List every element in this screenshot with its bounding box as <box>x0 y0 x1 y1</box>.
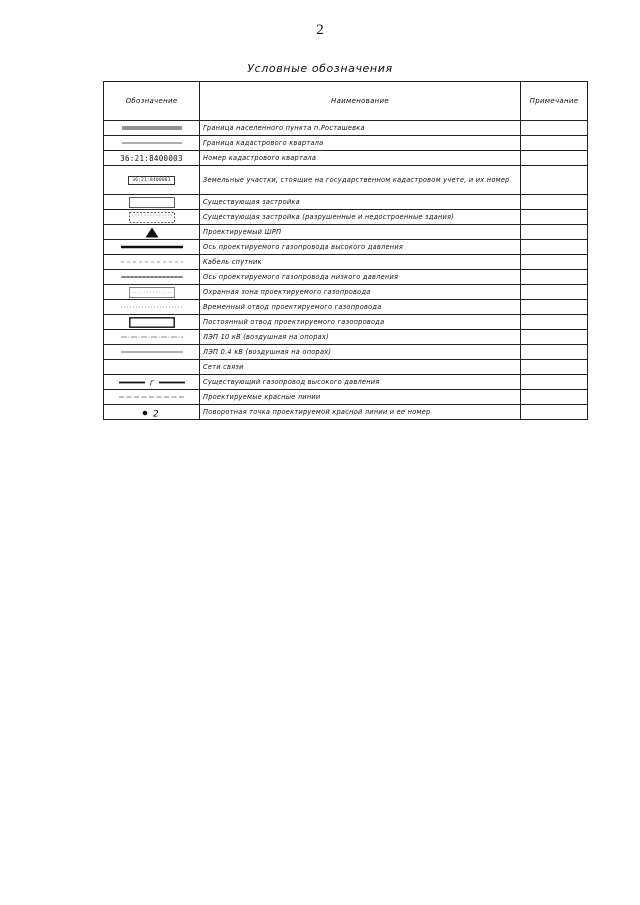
legend-item-note <box>521 255 588 270</box>
legend-item-note <box>521 270 588 285</box>
red-lines-symbol <box>104 390 200 405</box>
legend-row <box>104 375 588 390</box>
legend-row <box>104 285 588 300</box>
gas-point-symbol <box>104 225 200 240</box>
low-pressure-pipe-symbol <box>104 270 200 285</box>
legend-item-name: Земельные участки, стоящие на государственном кадастровом учете, и их номер <box>200 166 521 195</box>
legend-item-name: Временный отвод проектируемого газопровода <box>200 300 521 315</box>
header-symbol: Обозначение <box>104 82 200 121</box>
legend-row <box>104 330 588 345</box>
legend-item-note <box>521 405 588 420</box>
header-row <box>104 82 588 121</box>
triangle-icon <box>145 227 159 238</box>
legend-row <box>104 255 588 270</box>
header-note: Примечание <box>521 82 588 121</box>
legend-item-name: Проектируемые красные линии <box>200 390 521 405</box>
ruined-building-symbol <box>104 210 200 225</box>
legend-item-note <box>521 240 588 255</box>
legend-row <box>104 315 588 330</box>
legend-row <box>104 405 588 420</box>
legend-item-name: Граница населенного пункта п.Росташевка <box>200 121 521 136</box>
legend-title: Условные обозначения <box>247 62 393 75</box>
legend-row <box>104 151 588 166</box>
legend-item-name: Существующая застройка (разрушенные и недостроенные здания) <box>200 210 521 225</box>
comm-network-symbol <box>104 360 200 375</box>
dot-icon <box>142 410 147 415</box>
legend-item-note <box>521 151 588 166</box>
legend-row <box>104 166 588 195</box>
existing-building-symbol <box>104 195 200 210</box>
legend-item-note <box>521 166 588 195</box>
legend-row <box>104 240 588 255</box>
legend-row <box>104 195 588 210</box>
high-pressure-pipe-symbol <box>104 240 200 255</box>
legend-item-note <box>521 225 588 240</box>
legend-item-name: Существующий газопровод высокого давления <box>200 375 521 390</box>
pipe-label: Г <box>149 379 154 387</box>
legend-item-name: ЛЭП 0.4 кВ (воздушная на опорах) <box>200 345 521 360</box>
legend-item-name: Номер кадастрового квартала <box>200 151 521 166</box>
legend-item-note <box>521 300 588 315</box>
legend-row <box>104 360 588 375</box>
legend-item-name: Кабель спутник <box>200 255 521 270</box>
legend-item-name: Сети связи <box>200 360 521 375</box>
legend-row <box>104 225 588 240</box>
power-line-10kv-symbol <box>104 330 200 345</box>
legend-item-note <box>521 330 588 345</box>
permanent-allotment-symbol <box>104 315 200 330</box>
legend-row <box>104 136 588 151</box>
legend-row <box>104 300 588 315</box>
legend-item-note <box>521 195 588 210</box>
legend-item-name: Существующая застройка <box>200 195 521 210</box>
land-plot-number: 36:21:8400003 <box>128 176 174 185</box>
legend-item-name: Постоянный отвод проектируемого газопровода <box>200 315 521 330</box>
cadastral-number-code: 36:21:8400003 <box>120 153 183 163</box>
temporary-allotment-symbol <box>104 300 200 315</box>
legend-item-note <box>521 360 588 375</box>
legend-row <box>104 390 588 405</box>
protection-zone-symbol <box>104 285 200 300</box>
legend-item-name: Ось проектируемого газопровода низкого давления <box>200 270 521 285</box>
land-plot-symbol <box>104 166 200 195</box>
legend-item-name: Граница кадастрового квартала <box>200 136 521 151</box>
legend-item-name: Поворотная точка проектируемой красной линии и ее номер <box>200 405 521 420</box>
header-name: Наименование <box>200 82 521 121</box>
legend-item-name: Ось проектируемого газопровода высокого давления <box>200 240 521 255</box>
page-number: 2 <box>316 22 324 38</box>
legend-item-name: Проектируемый ШРП <box>200 225 521 240</box>
legend-item-note <box>521 136 588 151</box>
legend-row <box>104 121 588 136</box>
legend-row <box>104 210 588 225</box>
settlement-border-symbol <box>104 121 200 136</box>
legend-item-note <box>521 210 588 225</box>
satellite-cable-symbol <box>104 255 200 270</box>
legend-item-note <box>521 315 588 330</box>
existing-gas-pipe-symbol <box>104 375 200 390</box>
legend-row <box>104 270 588 285</box>
legend-row <box>104 345 588 360</box>
cadastral-number-symbol <box>104 151 200 166</box>
legend-table <box>103 81 588 420</box>
point-number: 2 <box>152 409 159 418</box>
legend-item-note <box>521 375 588 390</box>
legend-item-note <box>521 285 588 300</box>
turning-point-symbol <box>104 405 200 420</box>
legend-item-name: Охранная зона проектируемого газопровода <box>200 285 521 300</box>
legend-item-note <box>521 390 588 405</box>
legend-item-name: ЛЭП 10 кВ (воздушная на опорах) <box>200 330 521 345</box>
legend-item-note <box>521 121 588 136</box>
power-line-04kv-symbol <box>104 345 200 360</box>
legend-item-note <box>521 345 588 360</box>
cadastral-border-symbol <box>104 136 200 151</box>
